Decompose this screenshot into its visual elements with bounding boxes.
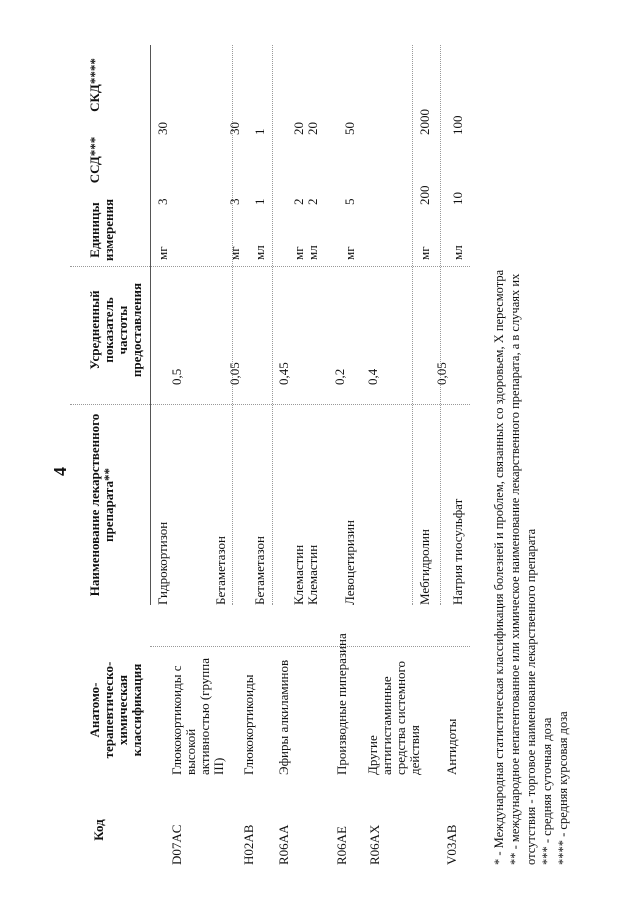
row-frequency: 0,5 — [169, 368, 184, 385]
row-frequency: 0,45 — [276, 362, 291, 385]
row-drug: Натрия тиосульфат — [450, 498, 465, 605]
row-ssd: 10 — [450, 192, 465, 205]
row-unit: мл — [252, 245, 267, 260]
row-frequency: 0,2 — [332, 368, 347, 385]
row-atc: Глюкокортикоиды с высокой активностью (группа III) — [169, 658, 226, 775]
row-unit: мл — [450, 245, 465, 260]
row-skd: 100 — [450, 115, 465, 135]
row-ssd: 3 — [227, 198, 242, 205]
header-code: Код — [91, 819, 106, 841]
header-unit: Единицы измерения — [87, 198, 116, 262]
footnote: ** - международное непатентованное или химическое наименование лекарственного препарата, а в случаях их — [508, 273, 522, 865]
row-atc: Эфиры алкиламинов — [276, 659, 291, 775]
column-separator — [70, 266, 470, 267]
row-code: D07AC — [169, 824, 184, 865]
row-unit: мл — [305, 245, 320, 260]
row-skd: 30 — [155, 122, 170, 135]
row-ssd: 2 — [305, 198, 320, 205]
footnote: отсутствия - торговое наименование лекарственного препарата — [524, 528, 538, 865]
row-ssd: 2 — [291, 198, 306, 205]
row-drug: Левоцетиризин — [342, 520, 357, 605]
row-separator — [440, 45, 441, 605]
row-atc: Антидоты — [444, 718, 459, 775]
header-drug: Наименование лекарственного препарата** — [87, 413, 116, 597]
row-ssd: 3 — [155, 198, 170, 205]
footnote: * - Международная статистическая классификация болезней и проблем, связанных со здоровьем, X пересмотра — [492, 269, 506, 865]
row-ssd: 200 — [417, 185, 432, 205]
header-atc: Анатомо-терапевтическо-химическая классификация — [87, 661, 144, 759]
row-unit: мг — [155, 246, 170, 260]
row-code: R06AX — [367, 824, 382, 865]
row-frequency: 0,05 — [227, 362, 242, 385]
row-skd: 20 — [305, 122, 320, 135]
row-frequency: 0,05 — [434, 362, 449, 385]
row-unit: мг — [227, 246, 242, 260]
row-skd: 20 — [291, 122, 306, 135]
row-drug: Мебгидролин — [417, 529, 432, 605]
row-unit: мг — [417, 246, 432, 260]
row-separator — [412, 45, 413, 605]
row-skd: 30 — [227, 122, 242, 135]
row-separator — [272, 45, 273, 605]
row-frequency: 0,4 — [365, 368, 380, 385]
row-code: R06AE — [334, 826, 349, 865]
row-skd: 1 — [252, 128, 267, 135]
footnote: **** - средняя курсовая доза — [556, 711, 570, 865]
footnote: *** - средняя суточная доза — [540, 717, 554, 865]
row-unit: мг — [291, 246, 306, 260]
column-separator — [70, 404, 470, 405]
header-frequency: Усредненный показатель частоты предоставления — [87, 282, 144, 378]
row-atc: Производные пиперазина — [334, 633, 349, 775]
row-atc: Другие антигистаминные средства системного действия — [365, 660, 422, 775]
row-atc: Глюкокортикоиды — [241, 674, 256, 775]
header-skd: СКД**** — [87, 58, 102, 112]
header-ssd: ССД*** — [87, 136, 102, 184]
row-code: R06AA — [276, 824, 291, 865]
row-drug: Бетаметазон — [252, 536, 267, 605]
row-unit: мг — [342, 246, 357, 260]
row-drug: Клемастин — [291, 544, 306, 605]
column-separator — [150, 646, 470, 647]
row-drug: Гидрокортизон — [155, 521, 170, 605]
row-code: V03AB — [444, 824, 459, 865]
row-ssd: 1 — [252, 198, 267, 205]
page-number: 4 — [50, 467, 70, 476]
row-drug: Бетаметазон — [213, 536, 228, 605]
row-code: H02AB — [241, 824, 256, 865]
header-bottom-rule — [150, 45, 151, 605]
row-ssd: 5 — [342, 198, 357, 205]
row-drug: Клемастин — [305, 544, 320, 605]
row-skd: 50 — [342, 122, 357, 135]
row-skd: 2000 — [417, 109, 432, 135]
